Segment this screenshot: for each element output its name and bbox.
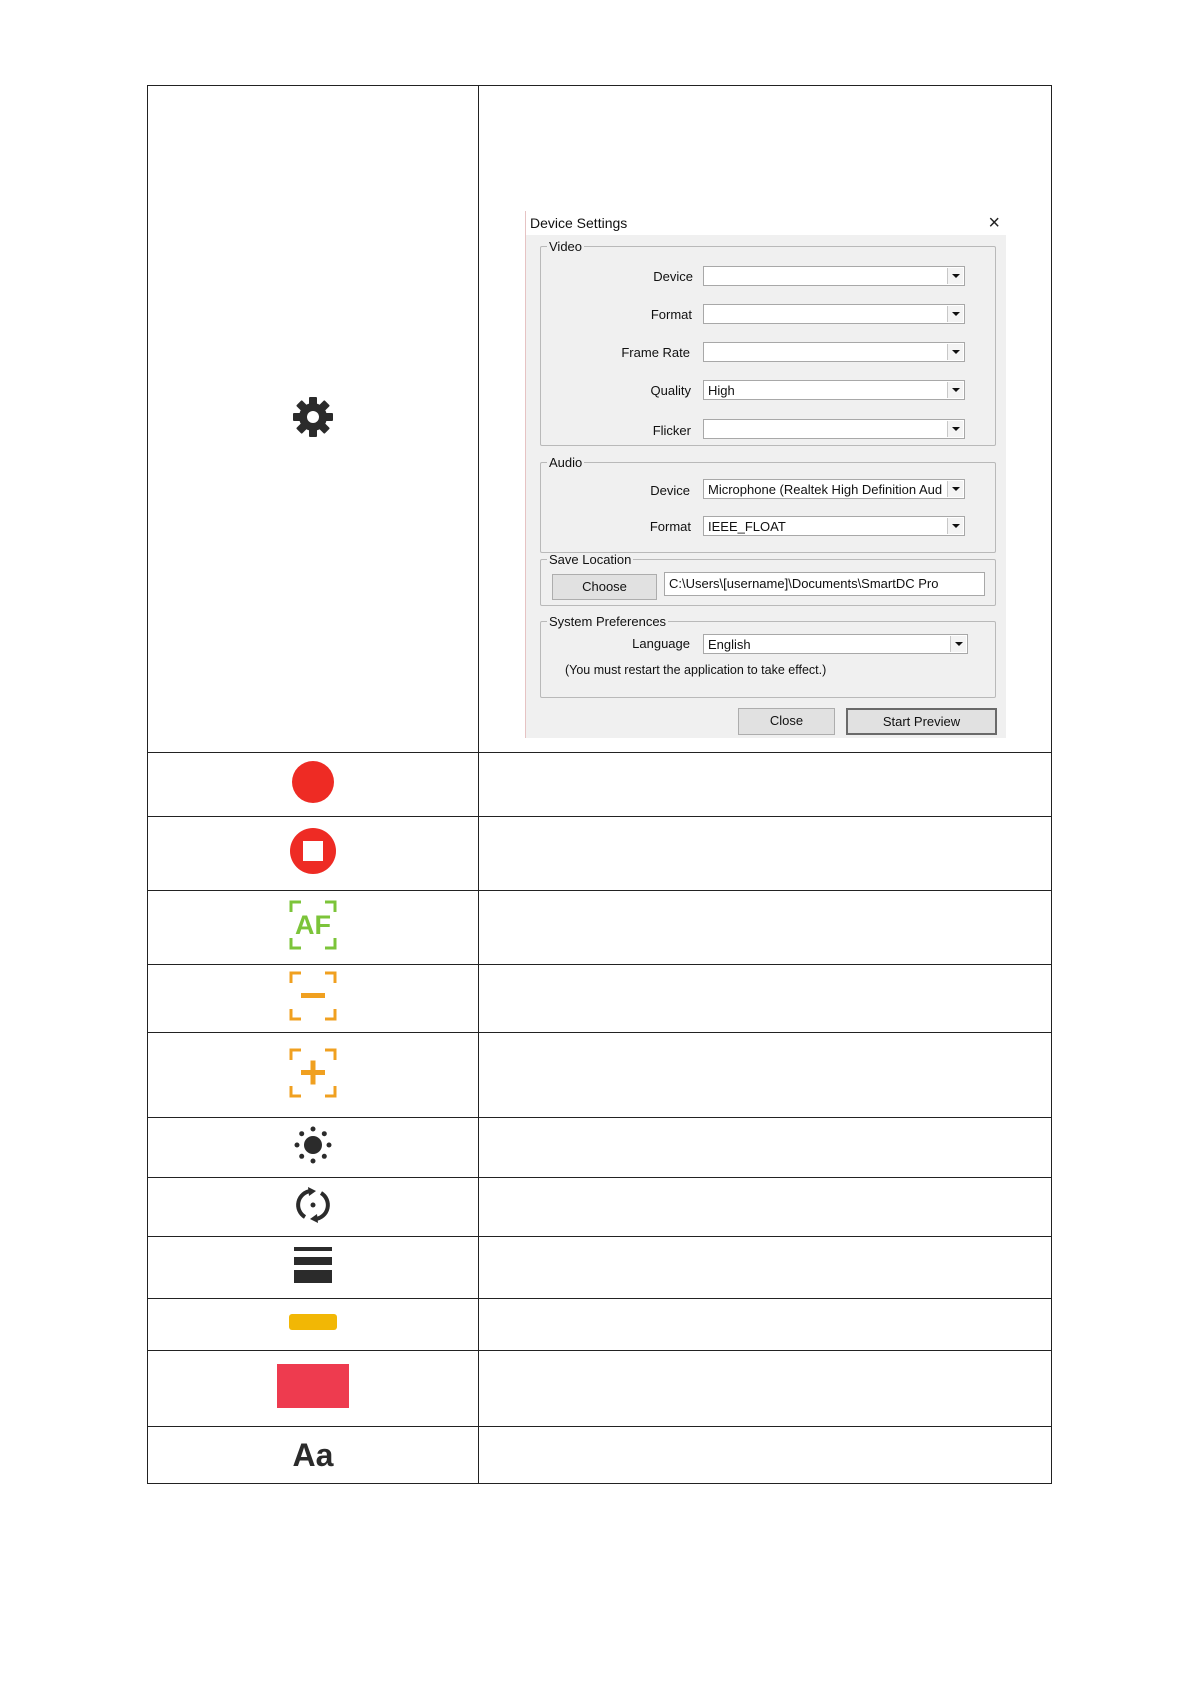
record-icon[interactable]: [291, 760, 335, 804]
table-row: [148, 1033, 1052, 1118]
description-cell: [479, 1299, 1052, 1351]
description-cell: [479, 1178, 1052, 1237]
chevron-down-icon[interactable]: [947, 421, 963, 437]
restart-note: (You must restart the application to take effect.): [565, 663, 827, 677]
icon-cell: [148, 817, 479, 891]
icon-cell: [148, 86, 479, 753]
table-row: [148, 1178, 1052, 1237]
dialog-title: Device Settings: [530, 215, 628, 231]
choose-button[interactable]: Choose: [552, 574, 657, 600]
icon-cell: [148, 1427, 479, 1484]
audio-device-label: Device: [650, 483, 690, 498]
language-select[interactable]: English: [703, 634, 968, 654]
close-icon[interactable]: ×: [988, 212, 1000, 234]
audio-format-label: Format: [649, 519, 691, 534]
frame-rate-label: Frame Rate: [621, 345, 690, 360]
audio-format-select[interactable]: IEEE_FLOAT: [703, 516, 965, 536]
rectangle-icon[interactable]: [277, 1363, 349, 1409]
table-row: [148, 817, 1052, 891]
rotate-icon[interactable]: [294, 1186, 332, 1224]
table-row: [148, 1237, 1052, 1299]
chevron-down-icon[interactable]: [950, 636, 966, 652]
icon-cell: [148, 1118, 479, 1178]
icon-cell: [148, 1237, 479, 1299]
description-cell: [479, 1427, 1052, 1484]
device-settings-dialog: [525, 211, 1006, 738]
close-button[interactable]: Close: [738, 708, 835, 735]
icon-cell: [148, 891, 479, 965]
icon-cell: [148, 1299, 479, 1351]
table-row: [148, 1118, 1052, 1178]
chevron-down-icon[interactable]: [947, 382, 963, 398]
flicker-label: Flicker: [652, 423, 691, 438]
icon-cell: [148, 1178, 479, 1237]
quality-select[interactable]: High: [703, 380, 965, 400]
audio-device-select[interactable]: Microphone (Realtek High Definition Aud: [703, 479, 965, 499]
brightness-icon[interactable]: [294, 1126, 332, 1164]
system-preferences-group: [540, 614, 996, 698]
autofocus-icon[interactable]: [289, 900, 337, 950]
quality-label: Quality: [650, 383, 691, 398]
icon-description-table: [147, 85, 1052, 1484]
table-row: [148, 753, 1052, 817]
gear-icon[interactable]: [291, 395, 335, 439]
table-row: [148, 1351, 1052, 1427]
chevron-down-icon[interactable]: [947, 344, 963, 360]
zoom-in-icon[interactable]: [289, 1048, 337, 1098]
table-row: [148, 965, 1052, 1033]
description-cell: [479, 1237, 1052, 1299]
zoom-out-icon[interactable]: [289, 971, 337, 1021]
video-device-select[interactable]: [703, 266, 965, 286]
flicker-select[interactable]: [703, 419, 965, 439]
system-preferences-legend: System Preferences: [549, 614, 667, 629]
dialog-titlebar: [526, 211, 1006, 235]
highlighter-icon[interactable]: [289, 1313, 337, 1331]
stop-record-icon[interactable]: [289, 827, 337, 875]
video-device-label: Device: [653, 269, 693, 284]
description-cell: [479, 1033, 1052, 1118]
table-row: [148, 891, 1052, 965]
icon-cell: [148, 965, 479, 1033]
description-cell: [479, 817, 1052, 891]
chevron-down-icon[interactable]: [947, 268, 963, 284]
description-cell: [479, 86, 1052, 753]
frame-rate-select[interactable]: [703, 342, 965, 362]
chevron-down-icon[interactable]: [947, 518, 963, 534]
video-format-select[interactable]: [703, 304, 965, 324]
description-cell: [479, 1118, 1052, 1178]
audio-legend: Audio: [549, 455, 583, 470]
icon-cell: [148, 753, 479, 817]
description-cell: [479, 753, 1052, 817]
table-row: [148, 86, 1052, 753]
table-row: [148, 1299, 1052, 1351]
audio-group: [540, 455, 996, 553]
video-format-label: Format: [650, 307, 692, 322]
start-preview-button[interactable]: Start Preview: [846, 708, 997, 735]
save-path-field[interactable]: C:\Users\[username]\Documents\SmartDC Pro: [664, 572, 985, 596]
description-cell: [479, 1351, 1052, 1427]
icon-cell: [148, 1033, 479, 1118]
description-cell: [479, 965, 1052, 1033]
video-legend: Video: [549, 239, 583, 254]
language-label: Language: [632, 636, 690, 651]
chevron-down-icon[interactable]: [947, 306, 963, 322]
svg-text:AF: AF: [295, 910, 331, 940]
icon-cell: [148, 1351, 479, 1427]
save-location-legend: Save Location: [549, 552, 632, 567]
line-thickness-icon[interactable]: [294, 1246, 332, 1284]
text-icon[interactable]: Aa: [292, 1436, 334, 1473]
table-row: [148, 1427, 1052, 1484]
chevron-down-icon[interactable]: [947, 481, 963, 497]
description-cell: [479, 891, 1052, 965]
